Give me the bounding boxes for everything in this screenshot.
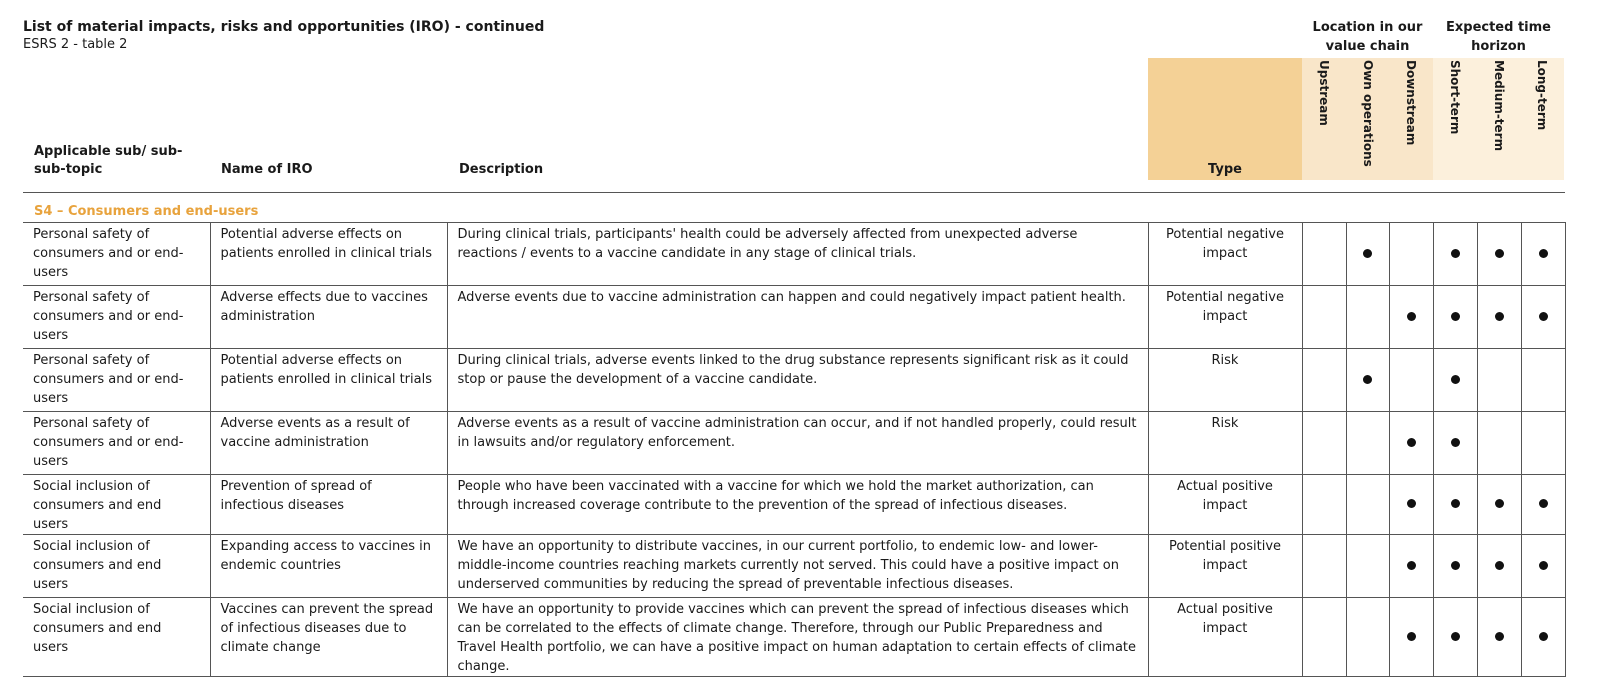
bullet-icon — [1363, 375, 1372, 384]
cell-name: Expanding access to vaccines in endemic countries — [210, 535, 447, 598]
cell-upstream — [1302, 286, 1346, 349]
bullet-icon — [1451, 499, 1460, 508]
cell-type: Potential negative impact — [1148, 223, 1302, 286]
cell-downstream — [1389, 412, 1433, 475]
cell-medium-term — [1477, 349, 1521, 412]
cell-description: We have an opportunity to distribute vaccines, in our current portfolio, to endemic low- and lower-middle-income countries reaching markets currently not served. This could have a positive impact on underserved communities by reducing the spread of preventable infectious diseases. — [447, 535, 1148, 598]
table-subtitle: ESRS 2 - table 2 — [23, 37, 128, 52]
cell-medium-term — [1477, 412, 1521, 475]
cell-short-term — [1433, 535, 1477, 598]
cell-downstream — [1389, 475, 1433, 535]
column-header-name: Name of IRO — [221, 162, 313, 177]
cell-upstream — [1302, 535, 1346, 598]
bullet-icon — [1407, 312, 1416, 321]
cell-upstream — [1302, 598, 1346, 677]
bullet-icon — [1451, 438, 1460, 447]
cell-short-term — [1433, 475, 1477, 535]
column-header-type: Type — [1208, 162, 1242, 177]
cell-short-term — [1433, 286, 1477, 349]
iro-table — [23, 222, 1566, 677]
bullet-icon — [1363, 249, 1372, 258]
title-block — [23, 18, 544, 54]
cell-own-operations — [1346, 412, 1389, 475]
cell-name: Adverse events as a result of vaccine administration — [210, 412, 447, 475]
bullet-icon — [1539, 312, 1548, 321]
cell-type: Risk — [1148, 412, 1302, 475]
cell-topic: Personal safety of consumers and or end-users — [23, 286, 210, 349]
bullet-icon — [1407, 632, 1416, 641]
column-header-own-operations: Own operations — [1361, 60, 1375, 167]
cell-name: Prevention of spread of infectious diseases — [210, 475, 447, 535]
cell-upstream — [1302, 349, 1346, 412]
column-header-downstream: Downstream — [1404, 60, 1418, 146]
cell-name: Adverse effects due to vaccines administration — [210, 286, 447, 349]
cell-own-operations — [1346, 286, 1389, 349]
column-header-medium-term: Medium-term — [1492, 60, 1506, 152]
cell-own-operations — [1346, 349, 1389, 412]
cell-long-term — [1521, 412, 1565, 475]
cell-topic: Social inclusion of consumers and end users — [23, 535, 210, 598]
section-label: S4 – Consumers and end-users — [34, 204, 259, 219]
cell-long-term — [1521, 535, 1565, 598]
cell-downstream — [1389, 286, 1433, 349]
bullet-icon — [1495, 561, 1504, 570]
table-row — [23, 535, 1565, 598]
header-divider — [23, 192, 1565, 193]
column-header-short-term: Short-term — [1448, 60, 1462, 135]
time-horizon-group-header: Expected time horizon — [1446, 20, 1551, 54]
bullet-icon — [1407, 438, 1416, 447]
cell-own-operations — [1346, 598, 1389, 677]
cell-downstream — [1389, 535, 1433, 598]
cell-description: Adverse events as a result of vaccine administration can occur, and if not handled properly, could result in lawsuits and/or regulatory enforcement. — [447, 412, 1148, 475]
bullet-icon — [1451, 561, 1460, 570]
cell-upstream — [1302, 475, 1346, 535]
cell-type: Risk — [1148, 349, 1302, 412]
bullet-icon — [1539, 561, 1548, 570]
cell-description: During clinical trials, adverse events linked to the drug substance represents significant risk as it could stop or pause the development of a vaccine candidate. — [447, 349, 1148, 412]
cell-medium-term — [1477, 223, 1521, 286]
column-header-description: Description — [459, 162, 544, 177]
cell-long-term — [1521, 475, 1565, 535]
cell-topic: Personal safety of consumers and or end-users — [23, 412, 210, 475]
bullet-icon — [1495, 249, 1504, 258]
column-header-topic: Applicable sub/ sub-sub-topic — [34, 144, 183, 177]
cell-short-term — [1433, 223, 1477, 286]
table-row — [23, 286, 1565, 349]
cell-long-term — [1521, 286, 1565, 349]
table-title: List of material impacts, risks and opportunities (IRO) - continued — [23, 19, 545, 35]
bullet-icon — [1407, 499, 1416, 508]
cell-downstream — [1389, 349, 1433, 412]
cell-type: Actual positive impact — [1148, 598, 1302, 677]
cell-short-term — [1433, 412, 1477, 475]
cell-type: Potential positive impact — [1148, 535, 1302, 598]
cell-description: People who have been vaccinated with a vaccine for which we hold the market authorization, can through increased coverage contribute to the prevention of the spread of infectious diseases. — [447, 475, 1148, 535]
cell-medium-term — [1477, 598, 1521, 677]
cell-upstream — [1302, 412, 1346, 475]
cell-description: Adverse events due to vaccine administration can happen and could negatively impact patient health. — [447, 286, 1148, 349]
cell-long-term — [1521, 598, 1565, 677]
cell-long-term — [1521, 223, 1565, 286]
table-row — [23, 475, 1565, 535]
bullet-icon — [1407, 561, 1416, 570]
cell-own-operations — [1346, 475, 1389, 535]
bullet-icon — [1539, 632, 1548, 641]
table-row — [23, 349, 1565, 412]
cell-downstream — [1389, 598, 1433, 677]
cell-name: Vaccines can prevent the spread of infectious diseases due to climate change — [210, 598, 447, 677]
bullet-icon — [1451, 249, 1460, 258]
cell-name: Potential adverse effects on patients enrolled in clinical trials — [210, 223, 447, 286]
cell-description: We have an opportunity to provide vaccines which can prevent the spread of infectious diseases which can be correlated to the effects of climate change. Therefore, through our Public Preparedness and Travel Health portfolio, we can have a positive impact on human adaptation to certain effects of climate change. — [447, 598, 1148, 677]
bullet-icon — [1495, 632, 1504, 641]
bullet-icon — [1451, 632, 1460, 641]
cell-medium-term — [1477, 535, 1521, 598]
bullet-icon — [1495, 312, 1504, 321]
cell-short-term — [1433, 349, 1477, 412]
column-header-upstream: Upstream — [1317, 60, 1331, 126]
cell-medium-term — [1477, 286, 1521, 349]
table-row — [23, 598, 1565, 677]
cell-upstream — [1302, 223, 1346, 286]
cell-topic: Personal safety of consumers and or end-users — [23, 349, 210, 412]
bullet-icon — [1495, 499, 1504, 508]
cell-medium-term — [1477, 475, 1521, 535]
cell-description: During clinical trials, participants' health could be adversely affected from unexpected adverse reactions / events to a vaccine candidate in any stage of clinical trials. — [447, 223, 1148, 286]
cell-own-operations — [1346, 223, 1389, 286]
bullet-icon — [1451, 312, 1460, 321]
cell-topic: Social inclusion of consumers and end users — [23, 475, 210, 535]
cell-topic: Personal safety of consumers and or end-users — [23, 223, 210, 286]
location-group-header: Location in our value chain — [1312, 20, 1423, 54]
cell-short-term — [1433, 598, 1477, 677]
column-header-long-term: Long-term — [1535, 60, 1549, 131]
cell-topic: Social inclusion of consumers and end users — [23, 598, 210, 677]
cell-own-operations — [1346, 535, 1389, 598]
bullet-icon — [1451, 375, 1460, 384]
cell-name: Potential adverse effects on patients enrolled in clinical trials — [210, 349, 447, 412]
cell-downstream — [1389, 223, 1433, 286]
bullet-icon — [1539, 249, 1548, 258]
bullet-icon — [1539, 499, 1548, 508]
table-row — [23, 412, 1565, 475]
cell-type: Potential negative impact — [1148, 286, 1302, 349]
cell-type: Actual positive impact — [1148, 475, 1302, 535]
cell-long-term — [1521, 349, 1565, 412]
table-row — [23, 223, 1565, 286]
